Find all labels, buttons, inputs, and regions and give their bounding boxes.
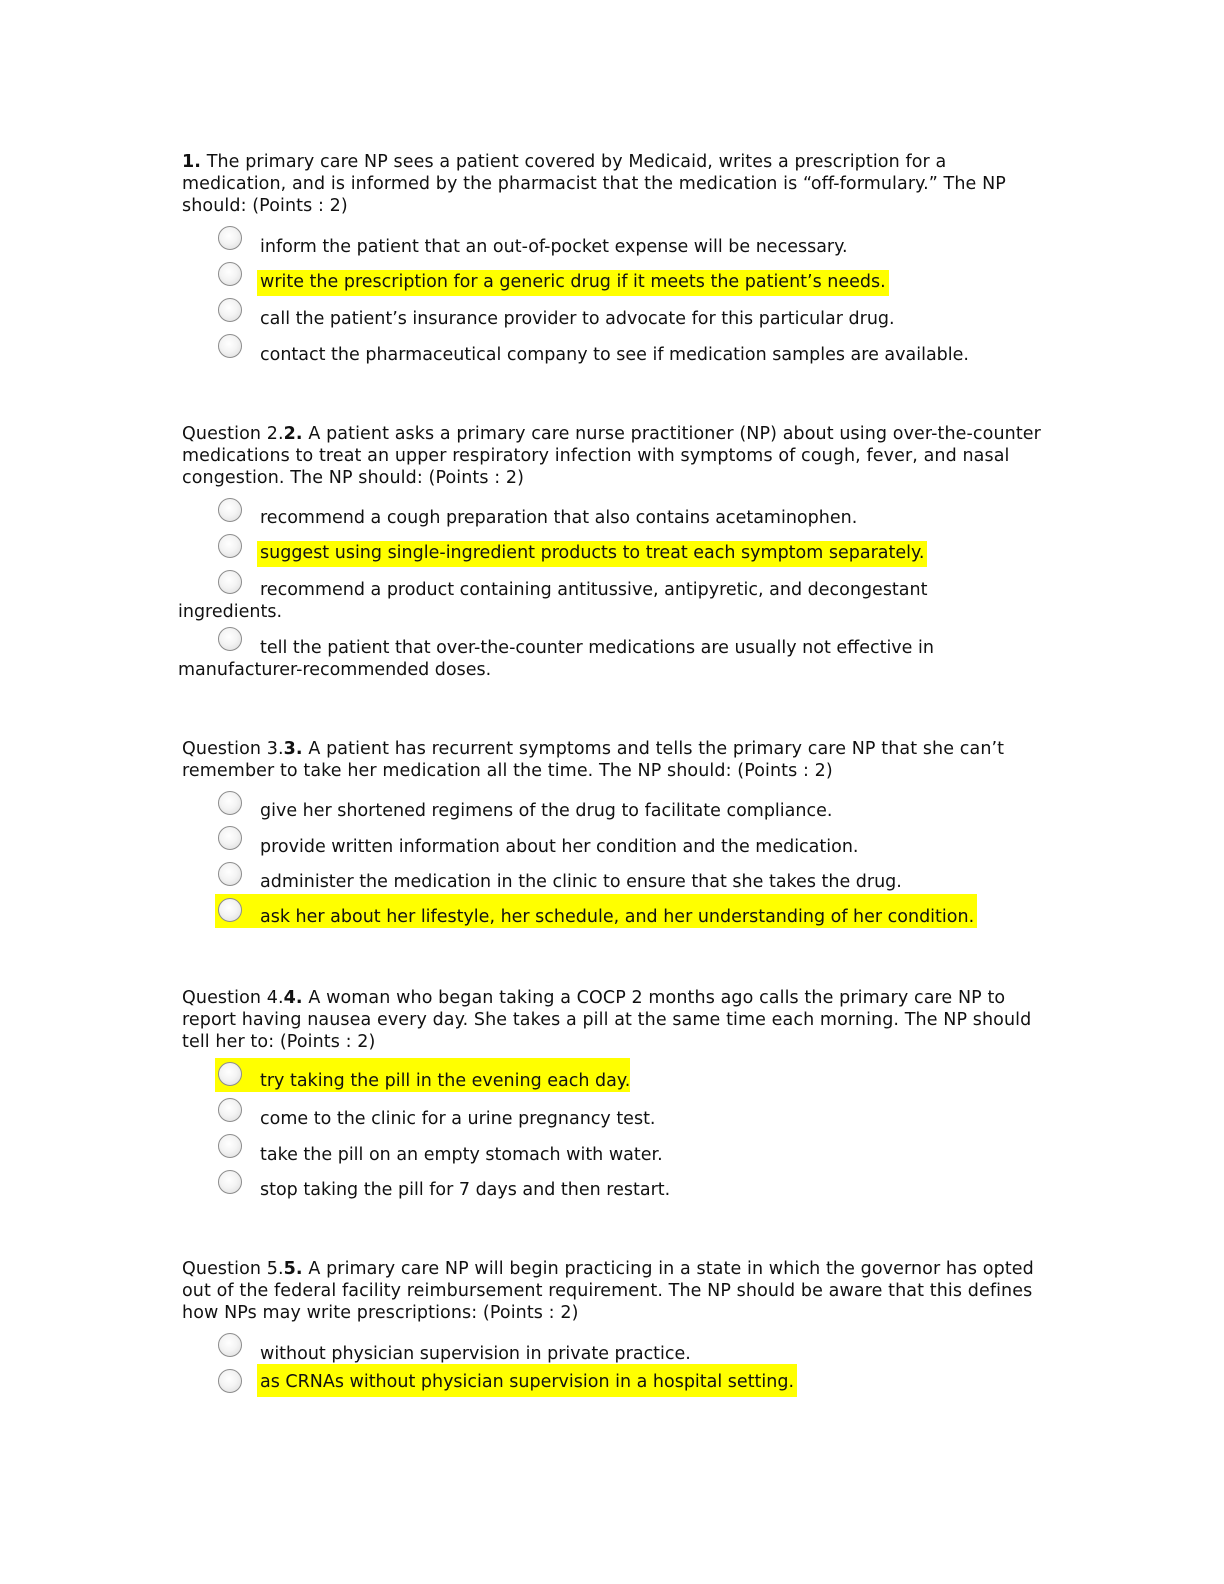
- question-4-option-2-radio[interactable]: [218, 1098, 242, 1122]
- question-1-text: The primary care NP sees a patient covered by Medicaid, writes a prescription for a medication, and is informed by the pharmacist that the medication is “off-formulary.” The NP should: (Points : 2): [182, 152, 1006, 216]
- question-1-option-4-radio[interactable]: [218, 334, 242, 358]
- question-1-option-3-label: call the patient’s insurance provider to advocate for this particular drug.: [260, 309, 895, 329]
- question-3-option-1-label: give her shortened regimens of the drug to facilitate compliance.: [260, 801, 833, 821]
- question-2-text: A patient asks a primary care nurse practitioner (NP) about using over-the-counter medications to treat an upper respiratory infection with symptoms of cough, fever, and nasal congestion. The NP should: (Points : 2): [182, 424, 1041, 488]
- question-3-option-4-label: ask her about her lifestyle, her schedule, and her understanding of her condition.: [251, 894, 977, 928]
- question-3-option-1-radio[interactable]: [218, 791, 242, 815]
- question-2-option-4-label: tell the patient that over-the-counter medications are usually not effective in manufacturer-recommended doses.: [178, 638, 934, 680]
- question-4-prefix: Question 4.: [182, 988, 284, 1008]
- question-5-option-2-label: as CRNAs without physician supervision in a hospital setting.: [257, 1364, 797, 1397]
- question-1-option-3-radio[interactable]: [218, 298, 242, 322]
- question-2-prefix: Question 2.: [182, 424, 284, 444]
- question-4-option-2-label: come to the clinic for a urine pregnancy test.: [260, 1109, 656, 1129]
- question-4-option-1-label: try taking the pill in the evening each day.: [251, 1058, 630, 1092]
- question-2-option-2-radio[interactable]: [218, 534, 242, 558]
- question-4: [182, 987, 1042, 1053]
- question-2-option-3-label: recommend a product containing antitussive, antipyretic, and decongestant ingredients.: [178, 580, 928, 622]
- question-5-text: A primary care NP will begin practicing in a state in which the governor has opted out of the federal facility reimbursement requirement. The NP should be aware that this defines how NPs may write prescriptions: (Points : 2): [182, 1259, 1034, 1323]
- question-4-option-1-radio[interactable]: [218, 1062, 242, 1086]
- question-5-option-1-label: without physician supervision in private practice.: [260, 1344, 691, 1364]
- question-1-number: 1.: [182, 152, 202, 172]
- question-2-option-2-label: suggest using single-ingredient products to treat each symptom separately.: [257, 541, 927, 567]
- question-5-option-1-radio[interactable]: [218, 1333, 242, 1357]
- question-5-option-2-radio[interactable]: [218, 1369, 242, 1393]
- question-4-number: 4.: [283, 988, 303, 1008]
- question-4-option-4-label: stop taking the pill for 7 days and then restart.: [260, 1180, 671, 1200]
- question-1-option-1-label: inform the patient that an out-of-pocket expense will be necessary.: [260, 237, 848, 257]
- question-5-stem: [182, 1258, 1042, 1324]
- question-1-option-2-radio[interactable]: [218, 262, 242, 286]
- question-3: [182, 738, 1042, 782]
- question-5-prefix: Question 5.: [182, 1259, 284, 1279]
- question-5-number: 5.: [283, 1259, 303, 1279]
- question-4-option-3-label: take the pill on an empty stomach with water.: [260, 1145, 663, 1165]
- question-3-option-4-radio[interactable]: [218, 898, 242, 922]
- question-3-option-2-radio[interactable]: [218, 826, 242, 850]
- question-4-stem: [182, 987, 1042, 1053]
- question-2-number: 2.: [283, 424, 303, 444]
- question-2-stem: [182, 423, 1042, 489]
- question-2-option-1-radio[interactable]: [218, 498, 242, 522]
- question-4-text: A woman who began taking a COCP 2 months ago calls the primary care NP to report having nausea every day. She takes a pill at the same time each morning. The NP should tell her to: (Points : 2): [182, 988, 1032, 1052]
- question-1-option-2-label: write the prescription for a generic drug if it meets the patient’s needs.: [257, 270, 889, 296]
- question-3-option-3-radio[interactable]: [218, 862, 242, 886]
- question-3-option-2-label: provide written information about her condition and the medication.: [260, 837, 859, 857]
- question-3-number: 3.: [283, 739, 303, 759]
- question-1-stem: [182, 151, 1042, 217]
- question-1-option-1-radio[interactable]: [218, 226, 242, 250]
- question-3-stem: [182, 738, 1042, 782]
- question-1-option-4-label: contact the pharmaceutical company to see if medication samples are available.: [260, 345, 969, 365]
- question-5: [182, 1258, 1042, 1324]
- question-2: [182, 423, 1042, 489]
- question-4-option-4-radio[interactable]: [218, 1170, 242, 1194]
- question-3-text: A patient has recurrent symptoms and tells the primary care NP that she can’t remember to take her medication all the time. The NP should: (Points : 2): [182, 739, 1005, 781]
- question-2-option-1-label: recommend a cough preparation that also contains acetaminophen.: [260, 508, 858, 528]
- question-1: [182, 151, 1042, 217]
- question-3-option-3-label: administer the medication in the clinic to ensure that she takes the drug.: [260, 872, 902, 892]
- question-4-option-3-radio[interactable]: [218, 1134, 242, 1158]
- question-3-prefix: Question 3.: [182, 739, 284, 759]
